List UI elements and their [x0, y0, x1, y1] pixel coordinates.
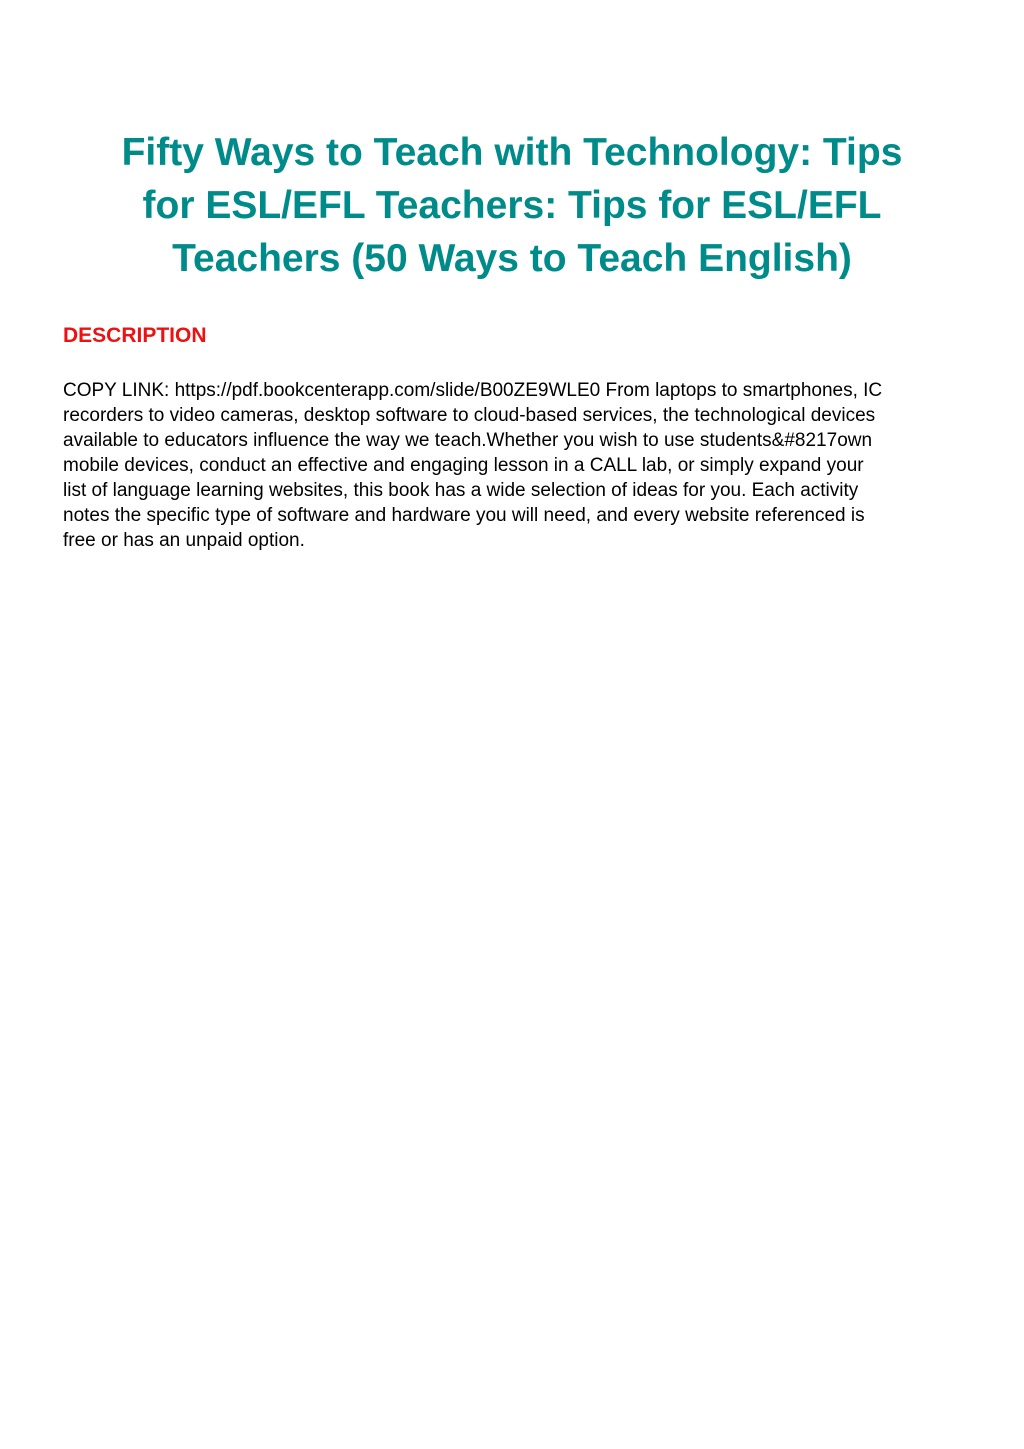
description-text: COPY LINK: https://pdf.bookcenterapp.com/slide/B00ZE9WLE0 From laptops to smartphones, IC recorders to video cameras, desktop software to cloud-based services, the technological devices available to educators influence the way we teach.Whether you wish to use students&#8217own mobile devices, conduct an effective and engaging lesson in a CALL lab, or simply expand your list of language learning websites, this book has a wide selection of ideas for you. Each activity notes the specific type of software and hardware you will need, and every website referenced is free or has an unpaid option.	[63, 380, 883, 551]
description-heading: DESCRIPTION	[63, 324, 207, 347]
document-title: Fifty Ways to Teach with Technology: Tips for ESL/EFL Teachers: Tips for ESL/EFL Teachers (50 Ways to Teach English)	[121, 131, 903, 280]
